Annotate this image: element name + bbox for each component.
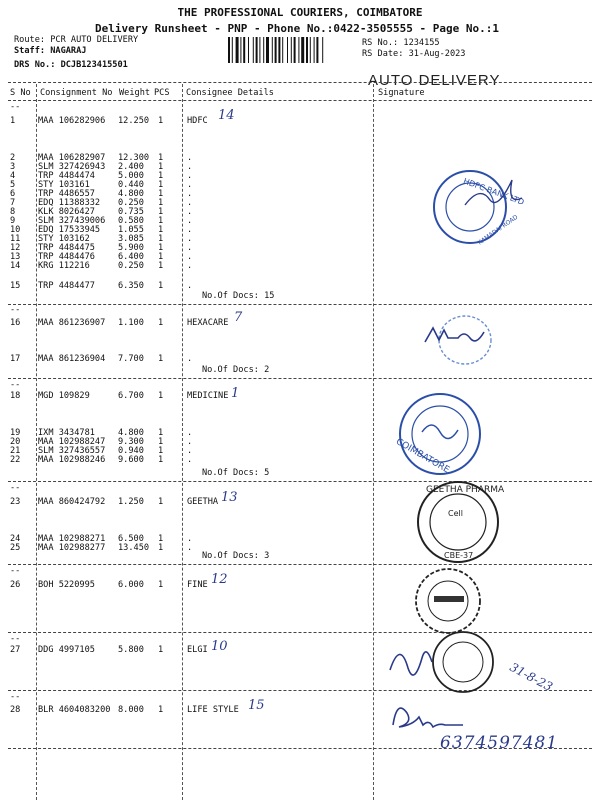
handwritten-count: 7 xyxy=(234,310,243,325)
cell-pcs: 1 xyxy=(158,446,164,456)
route-label: Route: PCR AUTO DELIVERY xyxy=(14,35,139,45)
cell-sno: 28 xyxy=(10,705,21,715)
cell-consignment: MAA 102988247 xyxy=(38,437,106,447)
cell-consignment: MAA 106282906 xyxy=(38,116,106,126)
divider-signature xyxy=(373,84,374,800)
cell-weight: 0.440 xyxy=(118,180,144,190)
drs-number: DRS No.: DCJB123415501 xyxy=(14,60,128,70)
cell-sno: 16 xyxy=(10,318,21,328)
cell-weight: 1.250 xyxy=(118,497,144,507)
cell-pcs: 1 xyxy=(158,234,164,244)
cell-pcs: 1 xyxy=(158,354,164,364)
cell-pcs: 1 xyxy=(158,497,164,507)
cell-weight: 0.580 xyxy=(118,216,144,226)
group-marker: -- xyxy=(10,634,21,644)
col-consignment: Consignment No xyxy=(40,88,113,98)
cell-consignee: . xyxy=(187,261,193,271)
cell-consignment: MGD 109829 xyxy=(38,391,90,401)
coimbatore-stamp xyxy=(392,388,488,480)
cell-consignment: TRP 4484475 xyxy=(38,243,95,253)
cell-consignment: EDQ 11388332 xyxy=(38,198,101,208)
cell-consignment: MAA 102988271 xyxy=(38,534,106,544)
cell-sno: 12 xyxy=(10,243,21,253)
doc-count-hexacare: No.Of Docs: 2 xyxy=(202,365,270,375)
cell-consignment: MAA 861236904 xyxy=(38,354,106,364)
col-sno: S No xyxy=(10,88,31,98)
cell-sno: 22 xyxy=(10,455,21,465)
col-weight: Weight xyxy=(119,88,151,98)
cell-consignment: DDG 4997105 xyxy=(38,645,95,655)
cell-consignee: HEXACARE xyxy=(187,318,229,328)
cell-consignment: SLM 327426943 xyxy=(38,162,106,172)
cell-weight: 12.300 xyxy=(118,153,150,163)
cell-sno: 14 xyxy=(10,261,21,271)
cell-consignee: . xyxy=(187,252,193,262)
cell-consignment: BOH 5220995 xyxy=(38,580,95,590)
lifestyle-signature xyxy=(388,695,478,735)
cell-pcs: 1 xyxy=(158,455,164,465)
cell-sno: 25 xyxy=(10,543,21,553)
handwritten-count: 15 xyxy=(248,698,265,713)
handwritten-count: 1 xyxy=(231,386,240,401)
cell-pcs: 1 xyxy=(158,437,164,447)
cell-weight: 0.250 xyxy=(118,198,144,208)
cell-weight: 6.700 xyxy=(118,391,144,401)
cell-weight: 1.055 xyxy=(118,225,144,235)
divider-sno xyxy=(36,84,37,800)
cell-sno: 19 xyxy=(10,428,21,438)
cell-consignee: . xyxy=(187,225,193,235)
cell-weight: 8.000 xyxy=(118,705,144,715)
cell-pcs: 1 xyxy=(158,261,164,271)
cell-consignment: MAA 102988277 xyxy=(38,543,106,553)
cell-consignment: TRP 4484474 xyxy=(38,171,95,181)
cell-sno: 27 xyxy=(10,645,21,655)
cell-consignee: . xyxy=(187,234,193,244)
cell-consignment: KLK 8026427 xyxy=(38,207,95,217)
fine-stamp xyxy=(400,566,496,636)
cell-consignment: IXM 3434781 xyxy=(38,428,95,438)
cell-pcs: 1 xyxy=(158,216,164,226)
cell-consignee: . xyxy=(187,198,193,208)
group-marker: -- xyxy=(10,305,21,315)
cell-weight: 2.400 xyxy=(118,162,144,172)
cell-consignment: EDQ 17533945 xyxy=(38,225,101,235)
page-title: THE PROFESSIONAL COURIERS, COIMBATORE xyxy=(177,6,423,19)
staff-label: Staff: NAGARAJ xyxy=(14,46,87,56)
auto-delivery-stamp: AUTO DELIVERY xyxy=(368,72,501,89)
cell-consignment: STY 103162 xyxy=(38,234,90,244)
cell-weight: 1.100 xyxy=(118,318,144,328)
divider-consignee xyxy=(182,84,183,800)
geetha-stamp-sub: CBE-37 xyxy=(444,551,474,560)
cell-consignee: HDFC xyxy=(187,116,208,126)
cell-pcs: 1 xyxy=(158,243,164,253)
hdfc-stamp-text: HDFC BANK LTD xyxy=(462,176,526,207)
cell-sno: 17 xyxy=(10,354,21,364)
cell-consignment: KRG 112216 xyxy=(38,261,90,271)
cell-weight: 4.800 xyxy=(118,428,144,438)
cell-pcs: 1 xyxy=(158,543,164,553)
cell-consignee: LIFE STYLE xyxy=(187,705,239,715)
handwritten-count: 14 xyxy=(218,108,235,123)
rs-date: RS Date: 31-Aug-2023 xyxy=(362,49,466,59)
handwritten-count: 10 xyxy=(211,639,228,654)
barcode xyxy=(228,37,356,63)
cell-sno: 10 xyxy=(10,225,21,235)
cell-consignee: . xyxy=(187,207,193,217)
cell-weight: 0.250 xyxy=(118,261,144,271)
cell-weight: 5.900 xyxy=(118,243,144,253)
cell-consignment: MAA 106282907 xyxy=(38,153,106,163)
cell-pcs: 1 xyxy=(158,580,164,590)
cell-consignee: FINE xyxy=(187,580,208,590)
cell-pcs: 1 xyxy=(158,189,164,199)
cell-pcs: 1 xyxy=(158,428,164,438)
cell-consignee: MEDICINE xyxy=(187,391,229,401)
handwritten-count: 12 xyxy=(211,572,228,587)
cell-consignee: . xyxy=(187,216,193,226)
cell-consignee: . xyxy=(187,243,193,253)
cell-consignment: BLR 4604083200 xyxy=(38,705,111,715)
cell-consignment: MAA 860424792 xyxy=(38,497,106,507)
coimbatore-stamp-text: COIMBATORE xyxy=(394,436,451,476)
cell-sno: 4 xyxy=(10,171,16,181)
doc-count-hdfc: No.Of Docs: 15 xyxy=(202,291,275,301)
hdfc-bank-stamp xyxy=(425,165,530,250)
cell-weight: 0.735 xyxy=(118,207,144,217)
cell-sno: 7 xyxy=(10,198,16,208)
group-marker: -- xyxy=(10,566,21,576)
geetha-stamp-cell: Cell xyxy=(448,509,463,518)
elgi-stamp xyxy=(385,630,515,696)
cell-weight: 6.000 xyxy=(118,580,144,590)
cell-sno: 1 xyxy=(10,116,16,126)
cell-sno: 9 xyxy=(10,216,16,226)
group-marker: -- xyxy=(10,692,21,702)
geetha-stamp-text: GEETHA PHARMA xyxy=(426,485,505,495)
cell-sno: 24 xyxy=(10,534,21,544)
cell-consignment: TRP 4484476 xyxy=(38,252,95,262)
cell-sno: 21 xyxy=(10,446,21,456)
group-marker: -- xyxy=(10,380,21,390)
cell-pcs: 1 xyxy=(158,162,164,172)
col-signature: Signature xyxy=(378,88,425,98)
cell-sno: 5 xyxy=(10,180,16,190)
rs-number: RS No.: 1234155 xyxy=(362,38,440,48)
cell-pcs: 1 xyxy=(158,705,164,715)
doc-count-geetha: No.Of Docs: 3 xyxy=(202,551,270,561)
cell-consignee: . xyxy=(187,428,193,438)
cell-consignment: STY 103161 xyxy=(38,180,90,190)
group-marker: -- xyxy=(10,483,21,493)
cell-consignment: MAA 861236907 xyxy=(38,318,106,328)
cell-weight: 0.940 xyxy=(118,446,144,456)
cell-sno: 15 xyxy=(10,281,21,291)
doc-count-medicine: No.Of Docs: 5 xyxy=(202,468,270,478)
cell-consignee: . xyxy=(187,281,193,291)
cell-weight: 3.085 xyxy=(118,234,144,244)
group-rule xyxy=(8,304,592,305)
cell-pcs: 1 xyxy=(158,116,164,126)
runsheet-subtitle: Delivery Runsheet - PNP - Phone No.:0422-3505555 - Page No.:1 xyxy=(95,22,499,35)
cell-weight: 9.300 xyxy=(118,437,144,447)
cell-pcs: 1 xyxy=(158,281,164,291)
cell-sno: 23 xyxy=(10,497,21,507)
cell-pcs: 1 xyxy=(158,252,164,262)
cell-consignee: ELGI xyxy=(187,645,208,655)
geetha-pharma-stamp xyxy=(408,478,510,568)
cell-weight: 6.350 xyxy=(118,281,144,291)
cell-sno: 2 xyxy=(10,153,16,163)
col-pcs: PCS xyxy=(154,88,170,98)
cell-sno: 26 xyxy=(10,580,21,590)
cell-consignee: . xyxy=(187,446,193,456)
cell-consignee: . xyxy=(187,437,193,447)
cell-pcs: 1 xyxy=(158,153,164,163)
cell-weight: 6.500 xyxy=(118,534,144,544)
group-rule xyxy=(8,378,592,379)
cell-sno: 6 xyxy=(10,189,16,199)
cell-pcs: 1 xyxy=(158,207,164,217)
header-bottom-rule xyxy=(8,100,592,101)
cell-weight: 5.000 xyxy=(118,171,144,181)
cell-sno: 3 xyxy=(10,162,16,172)
cell-sno: 8 xyxy=(10,207,16,217)
cell-consignee: . xyxy=(187,171,193,181)
cell-sno: 20 xyxy=(10,437,21,447)
cell-consignee: . xyxy=(187,162,193,172)
cell-pcs: 1 xyxy=(158,318,164,328)
cell-sno: 18 xyxy=(10,391,21,401)
cell-consignee: . xyxy=(187,153,193,163)
cell-weight: 4.800 xyxy=(118,189,144,199)
cell-consignment: SLM 327436557 xyxy=(38,446,106,456)
cell-consignment: SLM 327439006 xyxy=(38,216,106,226)
cell-pcs: 1 xyxy=(158,645,164,655)
col-consignee: Consignee Details xyxy=(186,88,274,98)
cell-weight: 5.800 xyxy=(118,645,144,655)
cell-weight: 7.700 xyxy=(118,354,144,364)
hexacare-signature xyxy=(420,312,510,370)
cell-consignee: . xyxy=(187,534,193,544)
cell-consignment: MAA 102988246 xyxy=(38,455,106,465)
cell-consignment: TRP 4484477 xyxy=(38,281,95,291)
cell-consignee: . xyxy=(187,180,193,190)
cell-consignee: . xyxy=(187,354,193,364)
cell-weight: 6.400 xyxy=(118,252,144,262)
cell-pcs: 1 xyxy=(158,180,164,190)
cell-pcs: 1 xyxy=(158,391,164,401)
cell-sno: 13 xyxy=(10,252,21,262)
cell-pcs: 1 xyxy=(158,171,164,181)
cell-weight: 12.250 xyxy=(118,116,150,126)
group-marker: -- xyxy=(10,102,21,112)
cell-consignment: TRP 4486557 xyxy=(38,189,95,199)
cell-consignee: . xyxy=(187,189,193,199)
cell-pcs: 1 xyxy=(158,534,164,544)
cell-consignee: . xyxy=(187,543,193,553)
cell-consignee: . xyxy=(187,455,193,465)
cell-weight: 13.450 xyxy=(118,543,150,553)
handwritten-phone: 6374597481 xyxy=(440,733,559,753)
cell-weight: 9.600 xyxy=(118,455,144,465)
cell-consignee: GEETHA xyxy=(187,497,219,507)
header-top-rule xyxy=(8,82,592,83)
cell-pcs: 1 xyxy=(158,225,164,235)
hdfc-stamp-sub: KAMADAI ROAD xyxy=(476,213,520,247)
cell-sno: 11 xyxy=(10,234,21,244)
handwritten-date: 31-8-23 xyxy=(507,659,555,695)
handwritten-count: 13 xyxy=(221,490,238,505)
cell-pcs: 1 xyxy=(158,198,164,208)
